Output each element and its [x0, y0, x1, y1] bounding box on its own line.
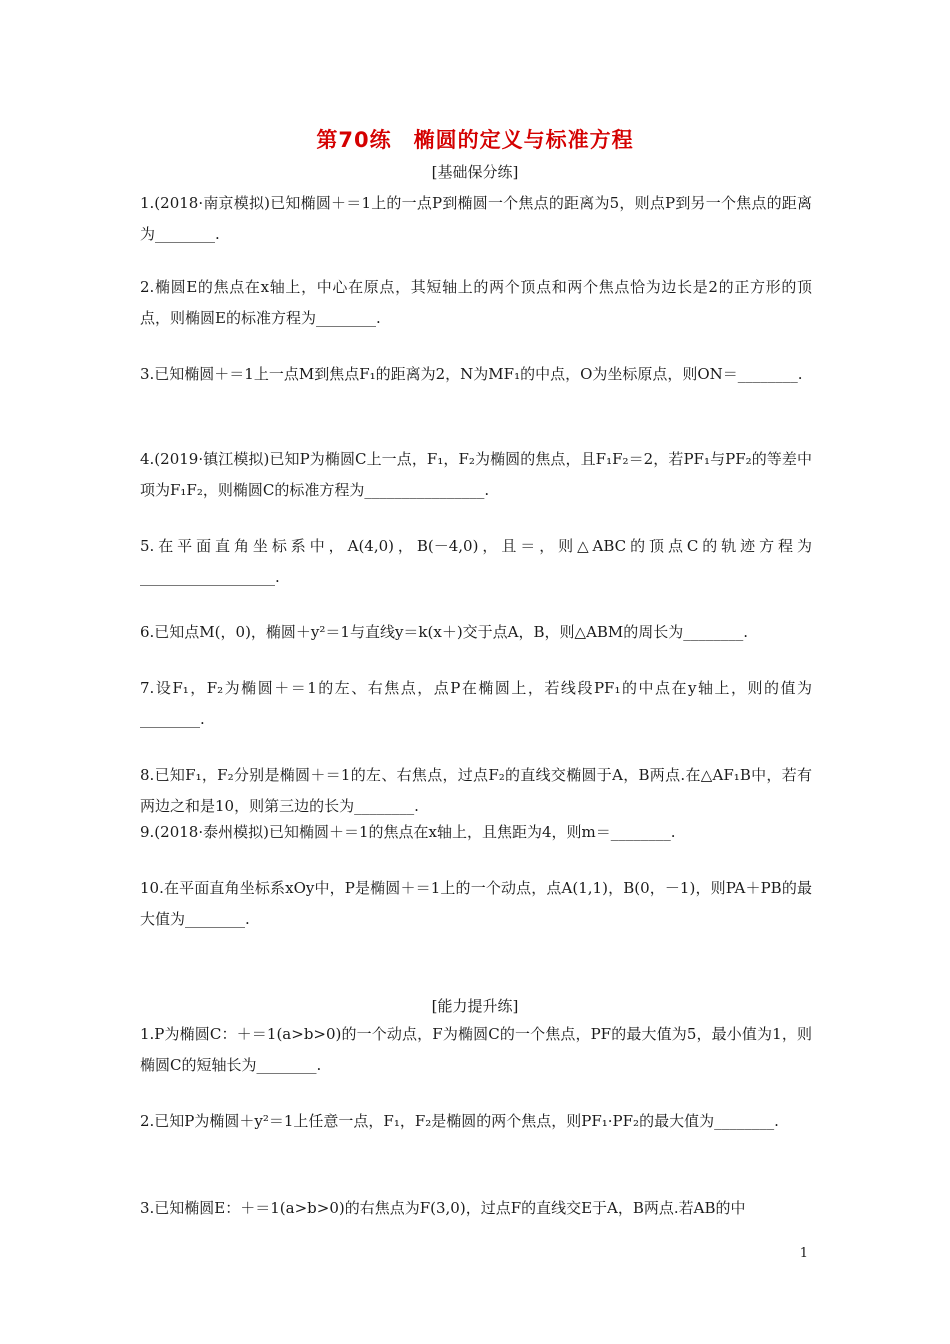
basic-question-8: 8.已知F₁，F₂分别是椭圆＋＝1的左、右焦点，过点F₂的直线交椭圆于A，B两点.在△AF₁B中，若有两边之和是10，则第三边的长为________. [140, 766, 812, 815]
basic-question-3: 3.已知椭圆＋＝1上一点M到焦点F₁的距离为2，N为MF₁的中点，O为坐标原点，则ON＝________. [140, 365, 803, 383]
advanced-question-2: 2.已知P为椭圆＋y²＝1上任意一点，F₁，F₂是椭圆的两个焦点，则PF₁·PF₂的最大值为________. [140, 1112, 779, 1130]
page-title: 第70练 椭圆的定义与标准方程 [316, 128, 634, 152]
advanced-question-1: 1.P为椭圆C：＋＝1(a>b>0)的一个动点，F为椭圆C的一个焦点，PF的最大值为5，最小值为1，则椭圆C的短轴长为________. [140, 1025, 812, 1074]
basic-question-7: 7.设F₁，F₂为椭圆＋＝1的左、右焦点，点P在椭圆上，若线段PF₁的中点在y轴上，则的值为________. [140, 679, 812, 728]
basic-question-6: 6.已知点M(，0)，椭圆＋y²＝1与直线y＝k(x＋)交于点A，B，则△ABM的周长为________. [140, 623, 749, 641]
page-number: 1 [799, 1246, 808, 1261]
advanced-question-3: 3.已知椭圆E：＋＝1(a>b>0)的右焦点为F(3,0)，过点F的直线交E于A，B两点.若AB的中 [140, 1199, 746, 1217]
basic-question-5: 5.在平面直角坐标系中，A(4,0)，B(－4,0)，且＝，则△ABC的顶点C的轨迹方程为__________________. [140, 537, 812, 586]
section-heading-advanced: [能力提升练] [431, 997, 519, 1015]
section-heading-basic: [基础保分练] [431, 163, 519, 181]
basic-question-1: 1.(2018·南京模拟)已知椭圆＋＝1上的一点P到椭圆一个焦点的距离为5，则点P到另一个焦点的距离为________. [140, 194, 812, 243]
basic-question-10: 10.在平面直角坐标系xOy中，P是椭圆＋＝1上的一个动点，点A(1,1)，B(0，－1)，则PA＋PB的最大值为________. [140, 879, 812, 928]
basic-question-9: 9.(2018·泰州模拟)已知椭圆＋＝1的焦点在x轴上，且焦距为4，则m＝________. [140, 823, 676, 841]
basic-question-2: 2.椭圆E的焦点在x轴上，中心在原点，其短轴上的两个顶点和两个焦点恰为边长是2的正方形的顶点，则椭圆E的标准方程为________. [140, 278, 812, 327]
basic-question-4: 4.(2019·镇江模拟)已知P为椭圆C上一点，F₁，F₂为椭圆的焦点，且F₁F₂＝2，若PF₁与PF₂的等差中项为F₁F₂，则椭圆C的标准方程为________________. [140, 450, 812, 499]
